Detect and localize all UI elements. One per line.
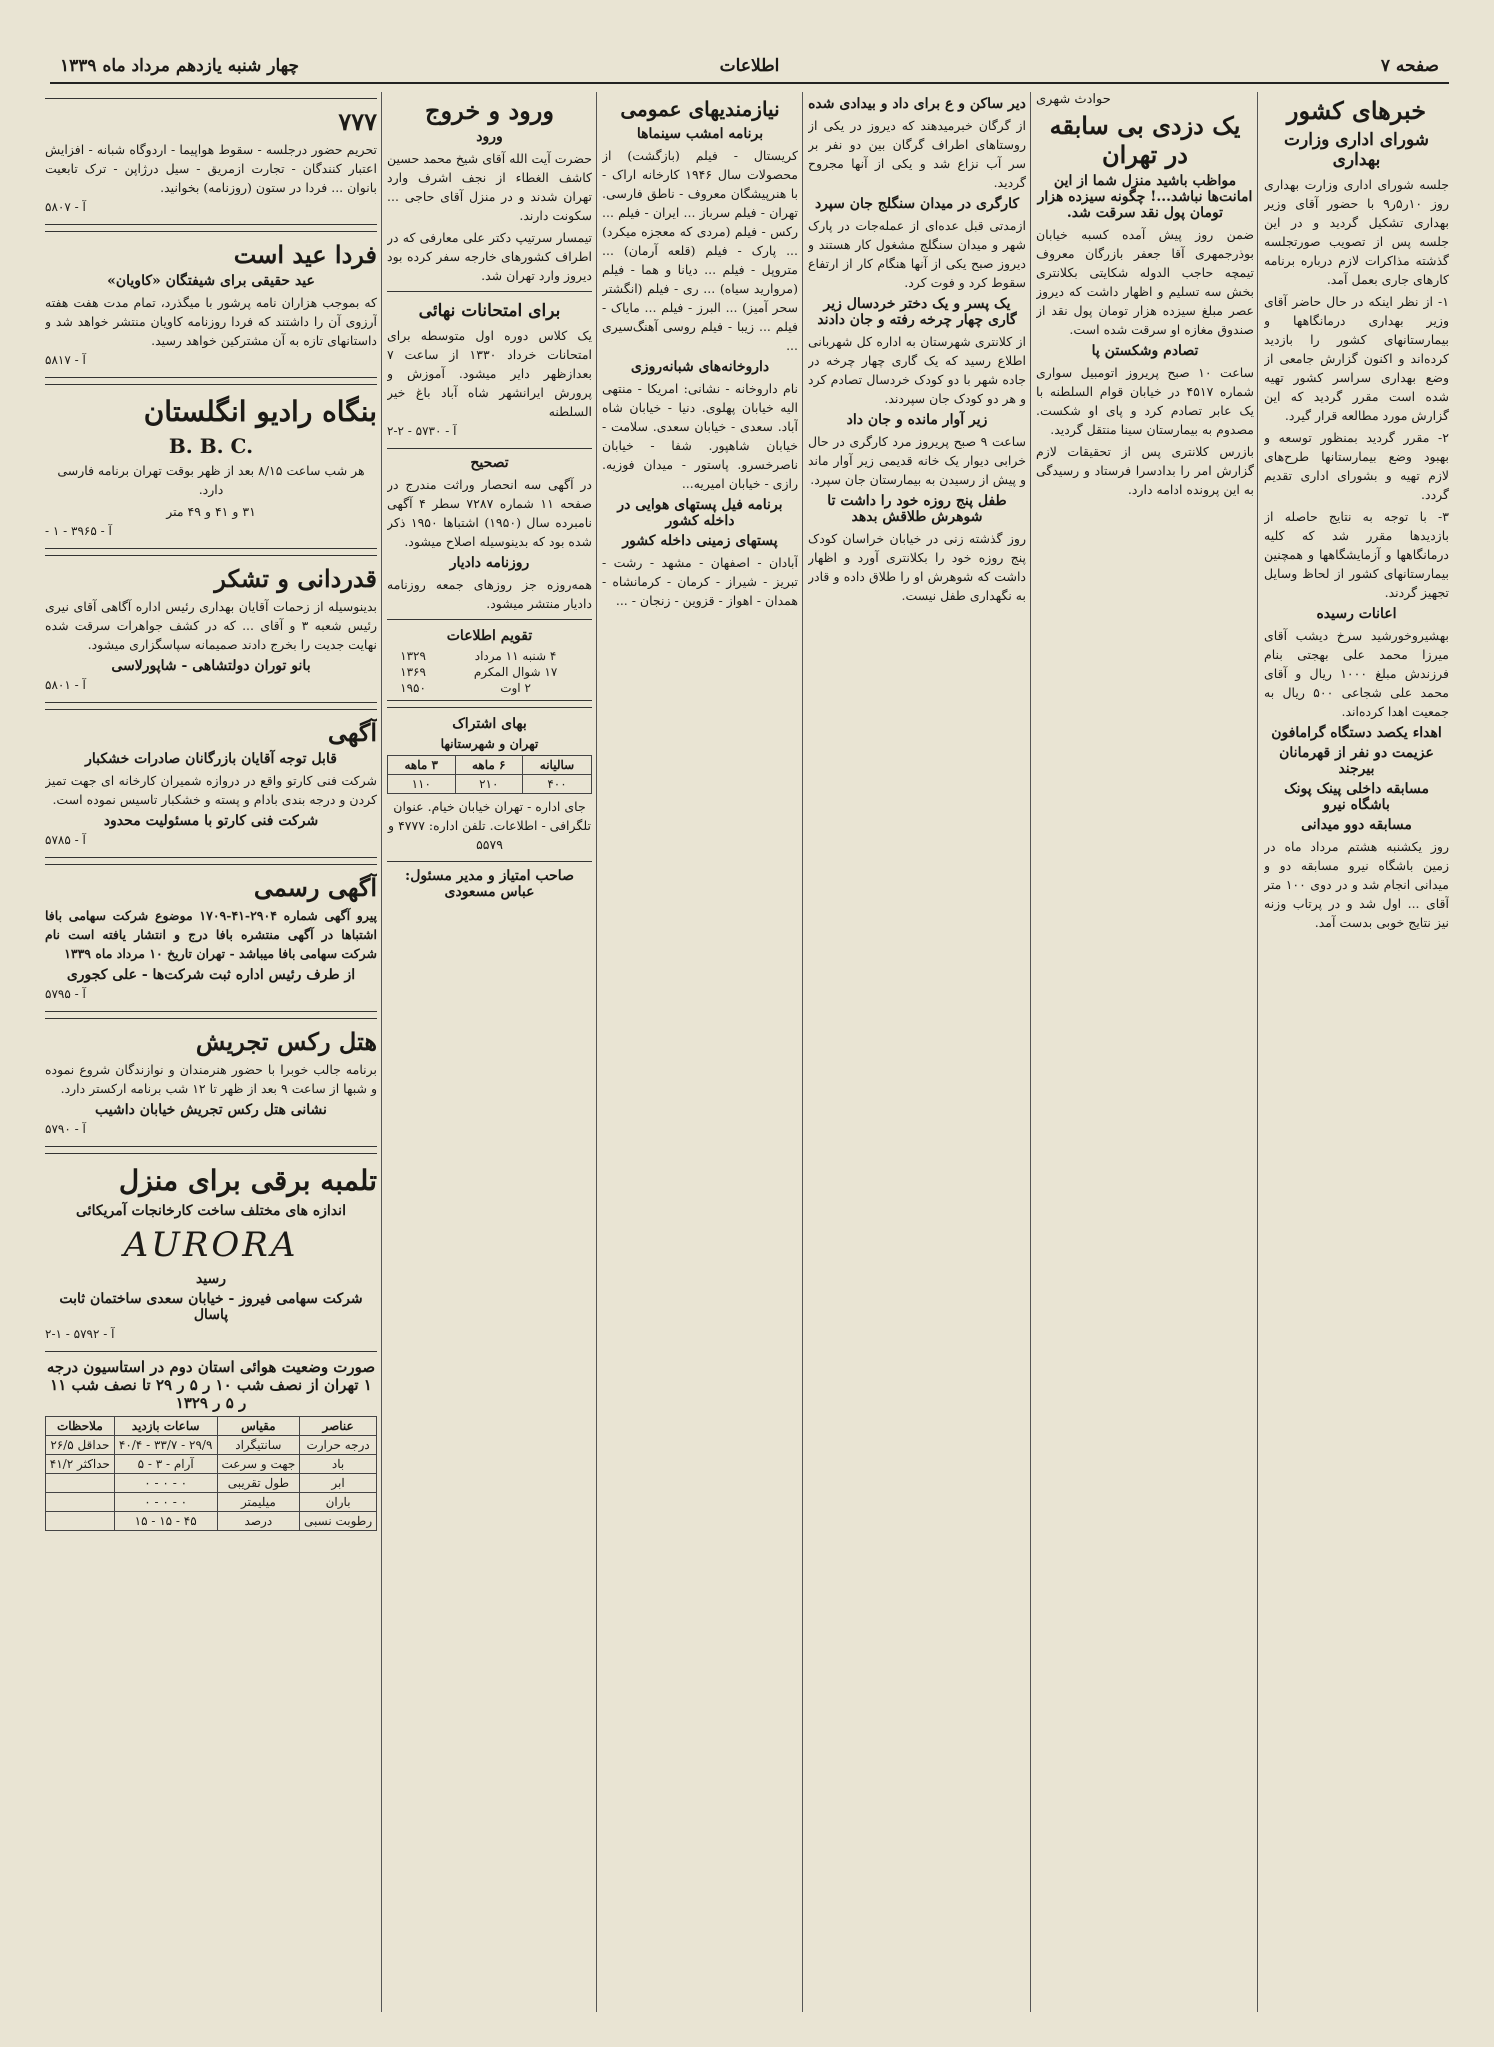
weather-row: باران میلیمتر ۰ - ۰ - ۰ [46,1493,377,1512]
weather-report [45,1358,377,1531]
ad-title: فردا عید است [233,240,377,269]
correction-text: در آگهی سه انحصار وراثت مندرج در صفحه ۱۱ شماره ۷۲۸۷ سطر ۴ آگهی نامبرده سال (۱۹۵۰) اشتباها ۱۹۵۰ ذکر شده بود که بدینوسیله اصلاح میشود. [387,477,592,549]
weather-row: ابر طول تقریبی ۰ - ۰ - ۰ [46,1474,377,1493]
calendar-table [387,648,592,696]
calendar-row: ۴ شنبه ۱۱ مرداد ۱۳۲۹ [400,649,557,663]
subheading: روزنامه دادیار [449,555,530,571]
headline: شورای اداری وزارت بهداری [1284,130,1429,170]
ad-code: آ - ۵۸۱۷ [45,353,86,367]
column-arrivals [387,92,592,2012]
column-city-incidents [1036,92,1254,2012]
ad-box [45,709,377,858]
section-kicker: حوادث شهری [1036,92,1111,107]
subheading: برنامه امشب سینماها [636,126,764,142]
article-text: ساعت ۹ صبح پریروز مرد کارگری در حال خرابی دیوار یک خانه قدیمی زیر آوار ماند و پیش از رسیدن به بیمارستان جان سپرد. [808,434,1026,487]
weather-header-row: عناصر مقیاس ساعات بازدید ملاحظات [46,1417,377,1436]
ad-box [45,1018,377,1147]
subheading: ورود [476,129,503,145]
cinema-listing: کریستال - فیلم (بازگشت) از محصولات سال ۱۹۴۶ کارخانه اراک - با هنرپیشگان معروف - ناطق فارسی. تهران - فیلم سرباز ... ایران - فیلم ... رکس - فیلم (مردی که معجزه میکرد) ... پارک - فیلم (قلعه آرمان) ... متروپل - فیلم ... دیانا و هما - فیلم (مروارید سیاه) ... ری - فیلم (انگشتر سحر آمیز) ... البرز - فیلم ... مایاک - فیلم ... زیبا - فیلم روسی آهنگ‌سیری ... [602,148,798,353]
bbc-logo-text: B. B. C. [168,434,254,458]
ad-text: برنامه جالب خوبرا با حضور هنرمندان و نوازندگان شروع نموده و شبها از ساعت ۹ بعد از ظهر تا ۱۲ شب برنامه ارکستر دارد. [45,1062,377,1096]
ad-address: نشانی هتل رکس تجریش خیابان داشیب [95,1102,327,1118]
article-text: ۲- مقرر گردید بمنظور توسعه و بهبود وضع بیمارستانها طرح‌های لازم تهیه و بشورای اداری تقدیم گردد. [1264,430,1449,502]
article-text: از گرگان خبرمیدهند که دیروز در یکی از روستاهای اطراف گرگان بین دو نفر بر سر آب نزاع شد و یکی از آنها مجروح گردید. [808,118,1026,190]
column-public-needs [602,92,798,2012]
article-text: ساعت ۱۰ صبح پریروز اتومبیل سواری شماره ۴۵۱۷ در خیابان قوام السلطنه با یک عابر تصادم کرد و پای او شکست. مصدوم به بیمارستان سینا منتقل گردید. [1036,365,1254,437]
ad-text: پیرو آگهی شماره ۲۹۰۴-۴۱-۱۷۰۹ موضوع شرکت سهامی بافا اشتباها در آگهی منتشره بافا درج و انتشار یافته است نام شرکت سهامی بافا میباشد - تهران تاریخ ۱۰ مرداد ماه ۱۳۳۹ [45,908,377,961]
pharmacy-listing: نام داروخانه - نشانی: امریکا - منتهی الیه خیابان پهلوی. دنیا - خیابان شاه آباد. سعدی - خیابان سعدی. سلامت - خیابان شاهپور. شفا - خیابان ناصرخسرو. پاستور - میدان فوزیه. رازی - خیابان امیریه... [602,381,798,491]
subheading: مسابقه داخلی پینک پونک باشگاه نیرو [1284,781,1429,813]
article-text: روز یکشنبه هشتم مرداد ماه در زمین باشگاه نیرو مسابقه دو و میدانی انجام شد و در دوی ۱۰۰ متر آقای ... اول شد و در پرتاب وزنه نیز نتایج خوبی بدست آمد. [1264,839,1449,930]
column-rule [381,92,382,2012]
ad-title: قدردانی و تشکر [214,564,377,593]
ad-address: شرکت سهامی فیروز - خیابان سعدی ساختمان ثابت پاسال [59,1291,363,1323]
post-listing: آبادان - اصفهان - مشهد - رشت - تبریز - شیراز - کرمان - کرمانشاه - همدان - اهواز - قزوین - زنجان - ... [602,555,798,608]
ad-subtitle: قابل توجه آقایان بازرگانان صادرات خشکبار [85,751,337,767]
weather-row: باد جهت و سرعت آرام - ۳ - ۵ حداکثر ۴۱/۲ [46,1455,377,1474]
headline: کارگری در میدان سنگلج جان سپرد [814,196,1020,212]
article-text: تیمسار سرتیپ دکتر علی معارفی که در اطراف کشورهای خارجه سفر کرده بود دیروز وارد تهران شد. [387,230,592,283]
ad-subtitle: اندازه های مختلف ساخت کارخانجات آمریکائی [76,1203,346,1219]
column-rule [596,92,597,2012]
exam-ad [387,291,592,449]
article-text: روز گذشته زنی در خیابان خراسان کودک پنج روزه خود را بکلانتری آورد و اظهار داشت که شوهرش او را طلاق داده و قادر به نگهداری طفل نیست. [808,531,1026,603]
article-text: ۳- با توجه به نتایج حاصله از بازدیدها مقرر شد که کلیه درمانگاهها و آزمایشگاهها و همچنین بیمارستانهای کشور از لحاظ وسایل تجهیز گردند. [1264,509,1449,600]
paper-name: اطلاعات [719,56,780,76]
ad-title: آگهی [327,718,377,747]
article-text: ضمن روز پیش آمده کسبه خیابان بوذرجمهری آقا جعفر بازرگان معروف تیمچه حاجب الدوله شکایتی بکلانتری بخش سه تسلیم و اظهار داشت که دیروز عصر مبلغ سیزده هزار تومان پول نقد از صندوق مغازه او سرقت شده است. [1036,227,1254,337]
subheading: تصحیح [470,455,509,471]
bbc-ad [45,384,377,549]
column-national-news [1264,92,1449,2012]
article-text: ۱- از نظر اینکه در حال حاضر آقای وزیر بهداری درمانگاهها و بیمارستانهای کشور را بازدید کرده‌اند و اکنون گزارش جامعی از وضع بهداری سراسر کشور تهیه شده است مقرر گردید که این گزارش مورد مطالعه قرار گیرد. [1264,294,1449,423]
calendar-box [387,619,592,701]
subheading: تصادم وشکستن پا [1091,343,1199,359]
ad-code: آ - ۵۸۰۱ [45,678,86,692]
section-title: خبرهای کشور [1286,96,1427,125]
ad-arrived: رسید [195,1271,227,1287]
ad-code: آ - ۵۷۹۰ [45,1122,86,1136]
subscription-box [387,707,592,862]
column-rule [1030,92,1031,2012]
calendar-title: تقویم اطلاعات [446,628,533,644]
ad-title: تلمبه برقی برای منزل [118,1164,377,1197]
ad-code: آ - ۳۹۶۵ - ۱ - [45,524,112,538]
aurora-pump-ad [45,1153,377,1352]
ad-title: آگهی رسمی [253,873,377,902]
ad-title: ۷۷۷ [338,107,377,136]
ad-code: آ - ۵۷۹۵ [45,987,86,1001]
subscription-subtitle: تهران و شهرستانها [440,736,539,751]
subheading: اهداء یکصد دستگاه گرامافون [1271,725,1442,741]
weather-table [45,1416,377,1531]
office-address: جای اداره - تهران خیابان خیام. عنوان تلگرافی - اطلاعات. تلفن اداره: ۴۷۷۷ و ۵۵۷۹ [388,799,591,852]
article-text: از کلانتری شهرستان به اداره کل شهربانی اطلاع رسید که یک گاری چهار چرخه در جاده شهر با دو کودک خردسال تصادم کرد و هر دو کودک جان سپردند. [808,334,1026,406]
article-text: بازرس کلانتری پس از تحقیقات لازم گزارش امر را بدادسرا فرستاد و رسیدگی به این پرونده ادامه دارد. [1036,444,1254,497]
weather-title: صورت وضعیت هوائی استان دوم در استاسیون درجه ۱ تهران از نصف شب ۱۰ ر ۵ ر ۲۹ تا نصف شب ۱۱ ر ۵ ر ۱۳۲۹ [46,1358,376,1412]
deck: مواظب باشید منزل شما از این امانت‌ها نباشد...! چگونه سیزده هزار تومان پول نقد سرقت شد. [1037,173,1253,221]
ad-signature: از طرف رئیس اداره ثبت شرکت‌ها - علی کجوری [66,967,356,983]
article-text: جلسه شورای اداری وزارت بهداری روز ۱۰ر۵ر۹ با حضور آقای وزیر بهداری تشکیل گردید و در این جلسه پس از تصویب صورتجلسه گذشته مذاکرات لازم درباره برنامه کارهای جاری بعمل آمد. [1264,177,1449,287]
ad-box [45,864,377,1012]
article-text: همه‌روزه جز روزهای جمعه روزنامه دادیار منتشر میشود. [387,577,592,611]
article-text: بهشیروخورشید سرخ دیشب آقای میرزا محمد علی بهجتی بنام فرزندش مبلغ ۱۰۰۰ ریال و آقای محمد علی شجاعی ۵۰۰ ریال به جمعیت اهدا کرده‌اند. [1264,628,1449,719]
ad-text: شرکت فنی کارتو واقع در دروازه شمیران کارخانه ای جهت تمیز کردن و درجه بندی بادام و پسته و خشکبار تاسیس نموده است. [45,773,377,807]
date-line: چهار شنبه یازدهم مرداد ماه ۱۳۳۹ [60,56,299,76]
subheading: داروخانه‌های شبانه‌روزی [630,359,770,375]
ad-text: یک کلاس دوره اول متوسطه برای امتحانات خرداد ۱۳۳۰ از ساعت ۷ بعدازظهر دایر میشود. آموزش و پرورش ایرانشهر شاه آباد باغ خیر السلطنه [387,328,592,419]
aurora-brand: AURORA [123,1225,299,1265]
section-title: ورود و خروج [425,96,554,125]
ad-box [45,555,377,703]
subheading: اعانات رسیده [1316,606,1397,622]
weather-row: رطوبت نسبی درصد ۴۵ - ۱۵ - ۱۵ [46,1512,377,1531]
column-advertisements [45,92,377,2012]
page-label: صفحه ۷ [1380,56,1439,76]
article-text: حضرت آیت الله آقای شیخ محمد حسین کاشف الغطاء از نجف اشرف وارد تهران شدند و در منزل آقای حاجی ... سکونت دارند. [387,151,592,223]
ad-text: که بموجب هزاران نامه پرشور با میگذرد، تمام مدت هفت هفته آرزوی آن را داشتند که فردا روزنامه کاویان منتشر خواهد شد و داستانهای تازه به آن مشترکین خواهد رسید. [45,295,377,348]
weather-row: درجه حرارت سانتیگراد ۲۹/۹ - ۳۳/۷ - ۴۰/۴ حداقل ۲۶/۵ [46,1436,377,1455]
subheading: برنامه فیل پستهای هوایی در داخله کشور [617,497,783,529]
subheading: مسابقه دوو میدانی [1301,817,1412,833]
ad-text: هر شب ساعت ۸/۱۵ بعد از ظهر بوقت تهران برنامه فارسی دارد. [57,463,365,497]
ad-code: آ - ۵۸۰۷ [45,200,86,214]
calendar-row: ۱۷ شوال المکرم ۱۳۶۹ [400,665,558,679]
headline: دیر ساکن و ع برای داد و بیدادی شده [808,96,1026,112]
headline: طفل پنج روزه خود را داشت تا شوهرش طلاقش بدهد [827,493,1007,525]
column-rule [802,92,803,2012]
owner-line: صاحب امتیاز و مدیر مسئول: عباس مسعودی [405,868,574,900]
subscription-title: بهای اشتراک [452,716,527,732]
ad-code: آ - ۵۷۸۵ [45,833,86,847]
subheading: پستهای زمینی داخله کشور [622,533,778,549]
ad-code: آ - ۵۷۳۰ - ۲-۲ [387,424,457,438]
subscription-table: سالیانه ۶ ماهه ۳ ماهه ۴۰۰ ۲۱۰ ۱۱۰ [387,755,592,794]
ad-frequency: ۳۱ و ۴۱ و ۴۹ متر [166,504,256,519]
headline: یک دزدی بی سابقه در تهران [1049,111,1241,169]
ad-text: تحریم حضور درجلسه - سقوط هواپیما - اردوگاه شبانه - افزایش اعتبار کنندگان - تجارت ازمریق - سیل درژاپن - ترک تابعیت بانوان ... فردا در ستون (روزنامه) بخوانید. [45,142,377,195]
article-text: ازمدتی قبل عده‌ای از عمله‌جات در پارک شهر و میدان سنگلج مشغول کار هستند و دیروز صبح یکی از آنها هنگام کار از ارتفاع سقوط کرد و فوت کرد. [808,218,1026,290]
masthead [50,50,1449,84]
ad-signature: بانو توران دولتشاهی - شاپورلاسی [111,658,311,674]
ad-signature: شرکت فنی کارتو با مسئولیت محدود [103,813,319,829]
headline: یک پسر و یک دختر خردسال زیر گاری چهار چرخه رفته و جان دادند [817,296,1017,328]
ad-code: آ - ۵۷۹۲ - ۱-۲ [45,1327,115,1341]
ad-box [45,98,377,225]
section-title: نیازمندیهای عمومی [620,97,780,121]
calendar-row: ۲ اوت ۱۹۵۰ [400,681,531,695]
ad-box [45,231,377,378]
headline: زیر آوار مانده و جان داد [846,412,988,428]
column-rule [1257,92,1258,2012]
ad-subtitle: عید حقیقی برای شیفتگان «کاویان» [107,273,315,289]
ad-title: بنگاه رادیو انگلستان [143,395,377,428]
ad-title: برای امتحانات نهائی [418,301,561,321]
subheading: عزیمت دو نفر از قهرمانان بیرجند [1279,745,1434,777]
column-news [808,92,1026,2012]
ad-text: بدینوسیله از زحمات آقایان بهداری رئیس اداره آگاهی آقای نیری رئیس شعبه ۳ و آقای ... که در کشف جواهرات سرقت شده نهایت جدیت را بخرج دادند صمیمانه سپاسگزاری میشود. [45,599,377,652]
ad-title: هتل رکس تجریش [195,1027,377,1056]
